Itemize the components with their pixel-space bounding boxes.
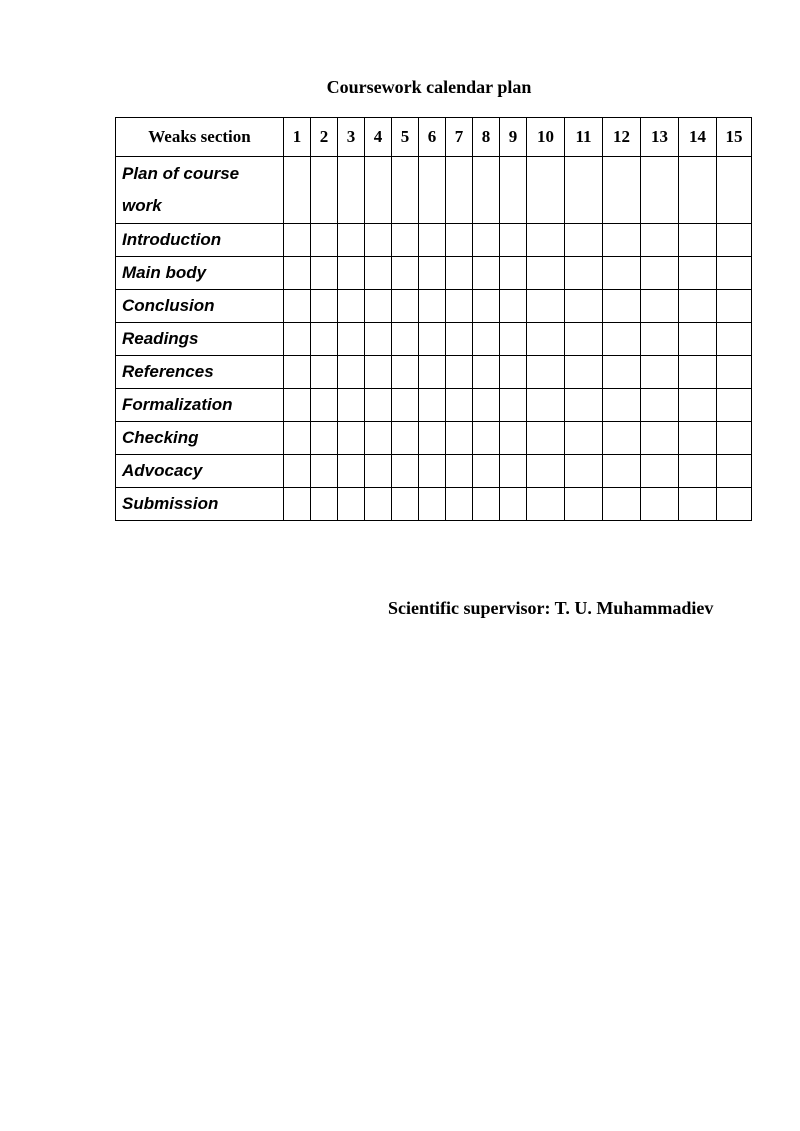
week-cell <box>338 488 365 521</box>
week-cell <box>641 356 679 389</box>
week-cell <box>392 389 419 422</box>
week-cell <box>603 157 641 224</box>
week-cell <box>365 257 392 290</box>
week-cell <box>641 422 679 455</box>
week-cell <box>338 323 365 356</box>
week-cell <box>500 422 527 455</box>
week-cell <box>565 488 603 521</box>
row-label: Introduction <box>116 224 284 257</box>
week-cell <box>527 389 565 422</box>
week-cell <box>565 257 603 290</box>
week-cell <box>527 224 565 257</box>
week-cell <box>392 157 419 224</box>
week-cell <box>338 356 365 389</box>
week-cell <box>565 356 603 389</box>
header-week-10: 10 <box>527 118 565 157</box>
week-cell <box>527 157 565 224</box>
week-cell <box>419 389 446 422</box>
week-cell <box>527 455 565 488</box>
week-cell <box>603 323 641 356</box>
week-cell <box>392 356 419 389</box>
week-cell <box>603 455 641 488</box>
week-cell <box>565 389 603 422</box>
row-label: Conclusion <box>116 290 284 323</box>
week-cell <box>679 257 717 290</box>
week-cell <box>565 157 603 224</box>
row-label: Main body <box>116 257 284 290</box>
week-cell <box>500 323 527 356</box>
week-cell <box>527 323 565 356</box>
table-row <box>116 356 752 389</box>
week-cell <box>365 389 392 422</box>
table-row <box>116 488 752 521</box>
week-cell <box>717 157 752 224</box>
week-cell <box>365 356 392 389</box>
table-row <box>116 389 752 422</box>
header-week-5: 5 <box>392 118 419 157</box>
header-week-7: 7 <box>446 118 473 157</box>
header-weeks-section: Weaks section <box>116 118 284 157</box>
supervisor-signature-line: Scientific supervisor: T. U. Muhammadiev <box>388 598 714 618</box>
week-cell <box>338 290 365 323</box>
week-cell <box>338 224 365 257</box>
week-cell <box>338 422 365 455</box>
week-cell <box>641 488 679 521</box>
week-cell <box>717 488 752 521</box>
week-cell <box>717 389 752 422</box>
week-cell <box>473 157 500 224</box>
table-row <box>116 257 752 290</box>
week-cell <box>419 323 446 356</box>
week-cell <box>527 257 565 290</box>
week-cell <box>603 257 641 290</box>
week-cell <box>679 422 717 455</box>
header-week-14: 14 <box>679 118 717 157</box>
header-week-6: 6 <box>419 118 446 157</box>
week-cell <box>311 455 338 488</box>
row-label: References <box>116 356 284 389</box>
calendar-plan-table <box>115 117 752 521</box>
week-cell <box>717 224 752 257</box>
row-label: Checking <box>116 422 284 455</box>
week-cell <box>473 224 500 257</box>
week-cell <box>284 455 311 488</box>
header-week-15: 15 <box>717 118 752 157</box>
table-row <box>116 224 752 257</box>
header-week-8: 8 <box>473 118 500 157</box>
week-cell <box>641 323 679 356</box>
week-cell <box>603 290 641 323</box>
week-cell <box>473 488 500 521</box>
week-cell <box>565 455 603 488</box>
table-header-row <box>116 118 752 157</box>
week-cell <box>311 157 338 224</box>
week-cell <box>527 290 565 323</box>
week-cell <box>338 389 365 422</box>
week-cell <box>500 488 527 521</box>
week-cell <box>500 455 527 488</box>
table-row <box>116 290 752 323</box>
week-cell <box>419 488 446 521</box>
week-cell <box>392 290 419 323</box>
week-cell <box>284 257 311 290</box>
week-cell <box>419 224 446 257</box>
week-cell <box>679 389 717 422</box>
week-cell <box>392 488 419 521</box>
week-cell <box>284 290 311 323</box>
week-cell <box>338 157 365 224</box>
week-cell <box>565 422 603 455</box>
week-cell <box>679 488 717 521</box>
week-cell <box>284 389 311 422</box>
week-cell <box>446 257 473 290</box>
week-cell <box>500 257 527 290</box>
row-label: Submission <box>116 488 284 521</box>
week-cell <box>717 455 752 488</box>
week-cell <box>419 455 446 488</box>
week-cell <box>419 290 446 323</box>
week-cell <box>641 257 679 290</box>
week-cell <box>679 224 717 257</box>
week-cell <box>365 157 392 224</box>
week-cell <box>500 356 527 389</box>
header-week-3: 3 <box>338 118 365 157</box>
week-cell <box>473 422 500 455</box>
week-cell <box>527 488 565 521</box>
week-cell <box>311 422 338 455</box>
week-cell <box>603 224 641 257</box>
week-cell <box>365 290 392 323</box>
week-cell <box>419 422 446 455</box>
week-cell <box>603 488 641 521</box>
week-cell <box>679 455 717 488</box>
week-cell <box>419 356 446 389</box>
row-label: Readings <box>116 323 284 356</box>
week-cell <box>679 323 717 356</box>
table-row <box>116 157 752 224</box>
week-cell <box>446 290 473 323</box>
week-cell <box>419 257 446 290</box>
week-cell <box>311 323 338 356</box>
week-cell <box>717 323 752 356</box>
week-cell <box>473 356 500 389</box>
week-cell <box>527 356 565 389</box>
week-cell <box>679 356 717 389</box>
week-cell <box>641 389 679 422</box>
week-cell <box>392 455 419 488</box>
table-row <box>116 455 752 488</box>
week-cell <box>311 389 338 422</box>
week-cell <box>392 257 419 290</box>
week-cell <box>338 257 365 290</box>
week-cell <box>641 455 679 488</box>
header-week-9: 9 <box>500 118 527 157</box>
week-cell <box>473 455 500 488</box>
row-label: Plan of course work <box>116 157 284 224</box>
week-cell <box>603 422 641 455</box>
week-cell <box>446 356 473 389</box>
week-cell <box>392 224 419 257</box>
week-cell <box>565 224 603 257</box>
week-cell <box>365 488 392 521</box>
week-cell <box>473 323 500 356</box>
week-cell <box>392 422 419 455</box>
week-cell <box>284 488 311 521</box>
week-cell <box>284 422 311 455</box>
week-cell <box>565 323 603 356</box>
week-cell <box>419 157 446 224</box>
week-cell <box>365 224 392 257</box>
week-cell <box>527 422 565 455</box>
week-cell <box>717 422 752 455</box>
week-cell <box>311 488 338 521</box>
week-cell <box>641 224 679 257</box>
week-cell <box>284 323 311 356</box>
week-cell <box>500 290 527 323</box>
header-week-2: 2 <box>311 118 338 157</box>
header-week-4: 4 <box>365 118 392 157</box>
week-cell <box>717 356 752 389</box>
week-cell <box>365 455 392 488</box>
week-cell <box>473 389 500 422</box>
week-cell <box>311 290 338 323</box>
week-cell <box>365 422 392 455</box>
week-cell <box>446 455 473 488</box>
header-week-13: 13 <box>641 118 679 157</box>
week-cell <box>311 356 338 389</box>
week-cell <box>500 157 527 224</box>
week-cell <box>392 323 419 356</box>
week-cell <box>603 356 641 389</box>
week-cell <box>311 224 338 257</box>
week-cell <box>473 290 500 323</box>
week-cell <box>500 389 527 422</box>
header-week-11: 11 <box>565 118 603 157</box>
week-cell <box>679 290 717 323</box>
document-title: Coursework calendar plan <box>326 77 532 97</box>
week-cell <box>717 290 752 323</box>
row-label: Advocacy <box>116 455 284 488</box>
week-cell <box>717 257 752 290</box>
week-cell <box>641 157 679 224</box>
week-cell <box>284 157 311 224</box>
header-week-1: 1 <box>284 118 311 157</box>
week-cell <box>565 290 603 323</box>
week-cell <box>446 488 473 521</box>
row-label: Formalization <box>116 389 284 422</box>
week-cell <box>284 356 311 389</box>
week-cell <box>500 224 527 257</box>
week-cell <box>603 389 641 422</box>
week-cell <box>446 224 473 257</box>
week-cell <box>338 455 365 488</box>
week-cell <box>446 157 473 224</box>
header-week-12: 12 <box>603 118 641 157</box>
week-cell <box>679 157 717 224</box>
table-row <box>116 323 752 356</box>
week-cell <box>641 290 679 323</box>
table-row <box>116 422 752 455</box>
week-cell <box>311 257 338 290</box>
week-cell <box>473 257 500 290</box>
week-cell <box>446 422 473 455</box>
week-cell <box>365 323 392 356</box>
week-cell <box>446 323 473 356</box>
week-cell <box>284 224 311 257</box>
week-cell <box>446 389 473 422</box>
